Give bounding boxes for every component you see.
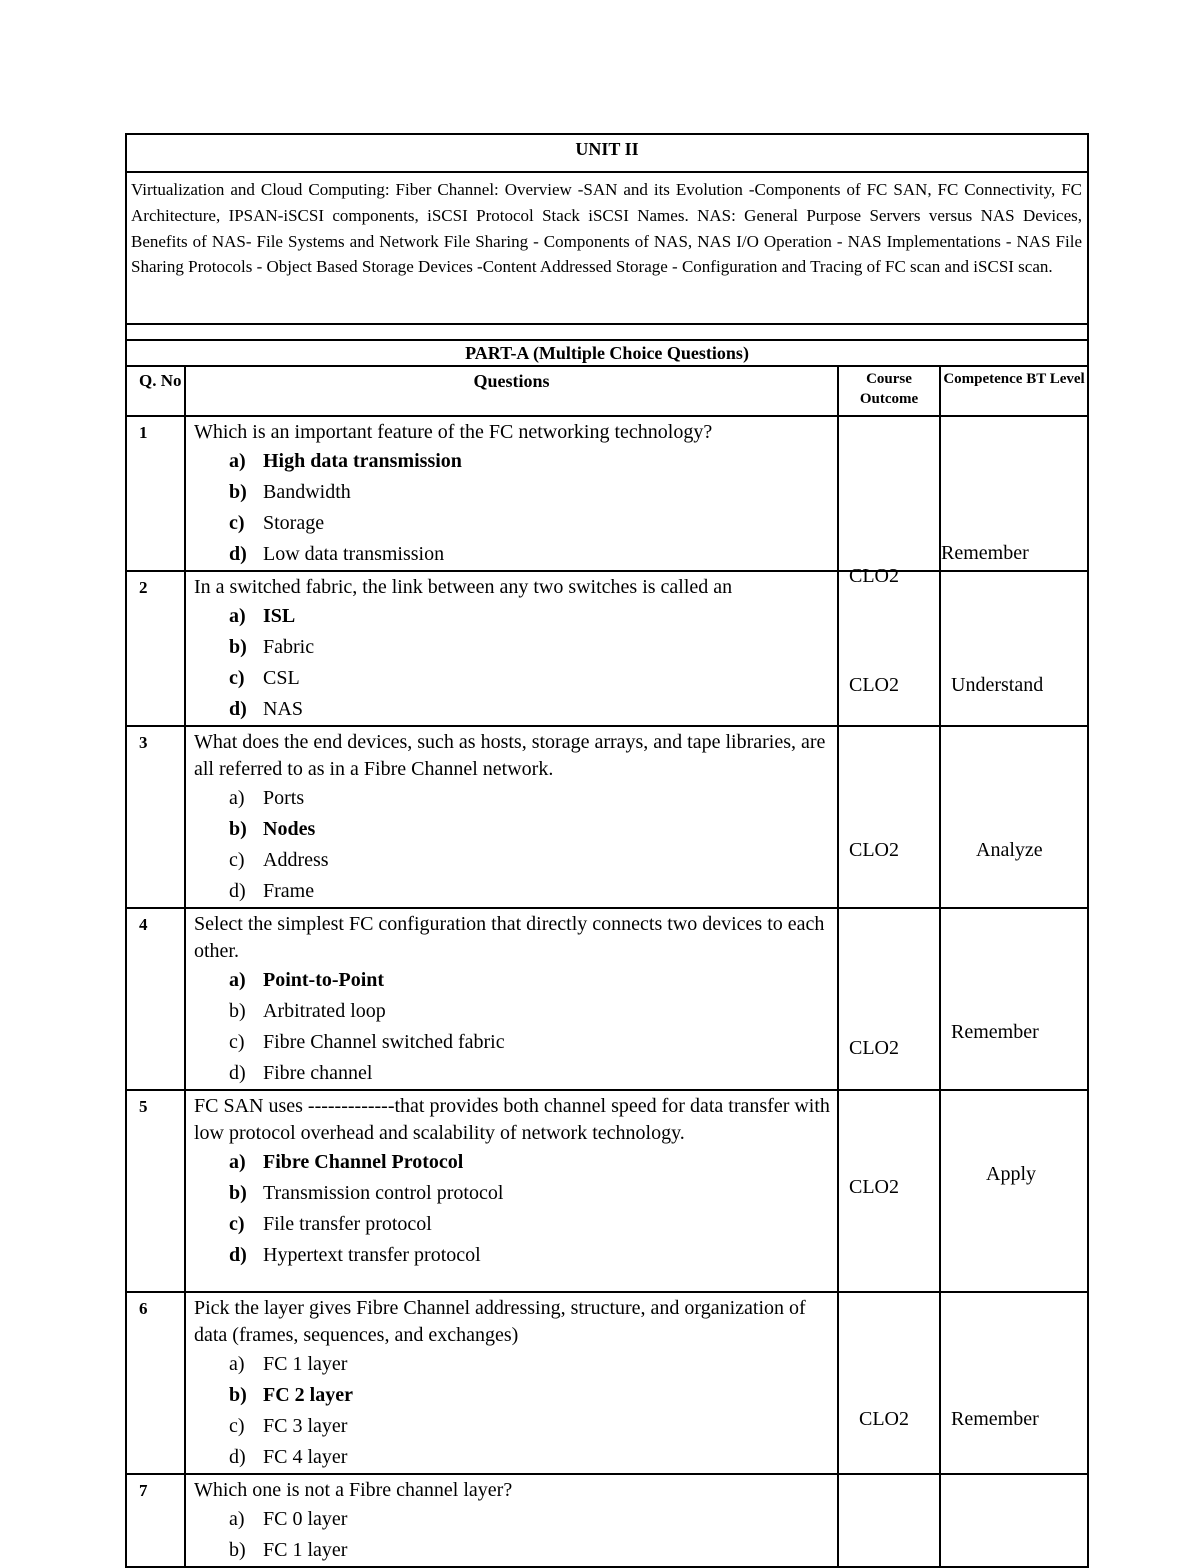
answer-option [194,1535,833,1566]
question-number: 7 [126,1474,185,1567]
questions-body [126,416,1088,1567]
bt-level-cell [940,726,1088,908]
option-label: c) [229,1415,245,1437]
option-text: Transmission control protocol [263,1182,504,1204]
bt-level-cell [940,1474,1088,1567]
answer-option [194,1178,833,1209]
bt-level-cell [940,416,1088,571]
question-text: Pick the layer gives Fibre Channel addressing, structure, and organization of data (frames, sequences, and exchanges) [194,1297,806,1346]
question-sheet [125,133,1087,1568]
question-row [126,571,1088,726]
answer-option [194,965,833,996]
course-outcome-cell [838,908,940,1090]
answer-option [194,508,833,539]
answer-option [194,845,833,876]
question-cell [185,726,838,908]
question-number: 4 [126,908,185,1090]
spacer [126,324,1088,340]
answer-option [194,1209,833,1240]
question-cell [185,416,838,571]
option-label: c) [229,849,245,871]
answer-option [194,1411,833,1442]
question-text: What does the end devices, such as hosts, storage arrays, and tape libraries, are all referred to as in a Fibre Channel network. [194,731,826,780]
option-text: FC 3 layer [263,1415,348,1437]
bt-level-cell [940,1292,1088,1474]
answer-option [194,632,833,663]
option-text: Arbitrated loop [263,1000,386,1022]
answer-option [194,814,833,845]
option-label: d) [229,698,247,720]
option-text: High data transmission [263,450,462,472]
option-label: d) [229,1446,246,1468]
answer-option [194,783,833,814]
question-cell [185,571,838,726]
answer-option [194,1380,833,1411]
option-label: d) [229,1244,247,1266]
option-label: d) [229,1062,246,1084]
option-text: ISL [263,605,296,627]
question-text: In a switched fabric, the link between any two switches is called an [194,576,733,598]
bt-level: Analyze [976,839,1043,861]
course-outcome-cell [838,1090,940,1292]
answer-option [194,539,833,570]
bt-level: Understand [951,674,1044,696]
bt-level: Remember [951,1021,1039,1043]
question-number: 6 [126,1292,185,1474]
course-outcome-cell [838,1474,940,1567]
option-label: a) [229,1151,246,1173]
option-label: c) [229,512,245,534]
answer-option [194,1349,833,1380]
course-outcome: CLO2 [849,1037,899,1059]
question-row [126,1090,1088,1292]
option-text: Bandwidth [263,481,351,503]
option-label: b) [229,1000,246,1022]
bt-level: Apply [986,1163,1036,1185]
option-text: Address [263,849,329,871]
option-text: Fabric [263,636,315,658]
option-label: b) [229,481,247,503]
option-label: b) [229,636,247,658]
option-label: b) [229,1182,247,1204]
option-label: c) [229,667,245,689]
bt-level-cell [940,1090,1088,1292]
option-text: Hypertext transfer protocol [263,1244,481,1266]
answer-option [194,477,833,508]
option-text: FC 2 layer [263,1384,353,1406]
option-label: c) [229,1213,245,1235]
answer-option [194,1058,833,1089]
option-label: b) [229,1539,246,1561]
option-text: FC 1 layer [263,1539,348,1561]
option-text: Storage [263,512,325,534]
answer-option [194,1442,833,1473]
answer-option [194,601,833,632]
question-number: 2 [126,571,185,726]
option-text: Ports [263,787,305,809]
course-outcome-cell [838,1292,940,1474]
answer-option [194,1240,833,1271]
option-text: Fibre Channel Protocol [263,1151,464,1173]
question-cell [185,908,838,1090]
option-label: a) [229,1353,245,1375]
question-row [126,908,1088,1090]
option-text: CSL [263,667,300,689]
part-title: PART-A (Multiple Choice Questions) [126,340,1088,366]
option-label: a) [229,969,246,991]
option-text: Nodes [263,818,316,840]
option-text: Frame [263,880,315,902]
question-number: 3 [126,726,185,908]
question-row [126,1474,1088,1567]
option-label: a) [229,787,245,809]
answer-option [194,446,833,477]
header-course-outcome: Course Outcome [838,366,940,416]
answer-option [194,1504,833,1535]
course-outcome: CLO2 [849,839,899,861]
option-text: NAS [263,698,304,720]
question-number: 1 [126,416,185,571]
option-text: Fibre Channel switched fabric [263,1031,505,1053]
question-cell [185,1474,838,1567]
option-text: FC 4 layer [263,1446,348,1468]
question-cell [185,1292,838,1474]
question-cell [185,1090,838,1292]
option-text: FC 0 layer [263,1508,348,1530]
option-label: a) [229,1508,245,1530]
header-questions: Questions [185,366,838,416]
header-qno: Q. No [126,366,185,416]
answer-option [194,663,833,694]
option-text: File transfer protocol [263,1213,432,1235]
option-label: d) [229,543,247,565]
option-label: c) [229,1031,245,1053]
option-text: Point-to-Point [263,969,385,991]
question-row [126,416,1088,571]
question-text: FC SAN uses -------------that provides both channel speed for data transfer with low protocol overhead and scalability of network technology. [194,1095,830,1144]
answer-option [194,876,833,907]
course-outcome-cell [838,571,940,726]
course-outcome-cell [838,416,940,587]
course-outcome: CLO2 [849,674,899,696]
question-text: Which is an important feature of the FC networking technology? [194,421,713,443]
question-text: Select the simplest FC configuration that directly connects two devices to each other. [194,913,825,962]
bt-level: Remember [941,542,1029,564]
option-label: b) [229,1384,247,1406]
unit-table [125,133,1089,1568]
course-outcome: CLO2 [849,565,899,587]
bt-level-cell [940,908,1088,1090]
unit-syllabus: Virtualization and Cloud Computing: Fiber Channel: Overview -SAN and its Evolution -Components of FC SAN, FC Connectivity, FC Architecture, IPSAN-iSCSI components, iSCSI Protocol Stack iSCSI Names. NAS: General Purpose Servers versus NAS Devices, Benefits of NAS- File Systems and Network File Sharing - Components of NAS, NAS I/O Operation - NAS Implementations - NAS File Sharing Protocols - Object Based Storage Devices -Content Addressed Storage - Configuration and Tracing of FC scan and iSCSI scan. [126,172,1088,324]
course-outcome: CLO2 [859,1408,909,1430]
unit-title: UNIT II [126,134,1088,172]
course-outcome: CLO2 [849,1176,899,1198]
question-text: Which one is not a Fibre channel layer? [194,1479,513,1501]
bt-level: Remember [951,1408,1039,1430]
question-row [126,726,1088,908]
question-number: 5 [126,1090,185,1292]
option-label: a) [229,605,246,627]
answer-option [194,694,833,725]
bt-level-cell [940,571,1088,726]
option-text: FC 1 layer [263,1353,348,1375]
answer-option [194,996,833,1027]
answer-option [194,1147,833,1178]
option-label: d) [229,880,246,902]
question-row [126,1292,1088,1474]
course-outcome-cell [838,726,940,908]
option-label: b) [229,818,247,840]
header-competence: Competence BT Level [940,366,1088,416]
option-text: Low data transmission [263,543,445,565]
option-label: a) [229,450,246,472]
option-text: Fibre channel [263,1062,373,1084]
answer-option [194,1027,833,1058]
